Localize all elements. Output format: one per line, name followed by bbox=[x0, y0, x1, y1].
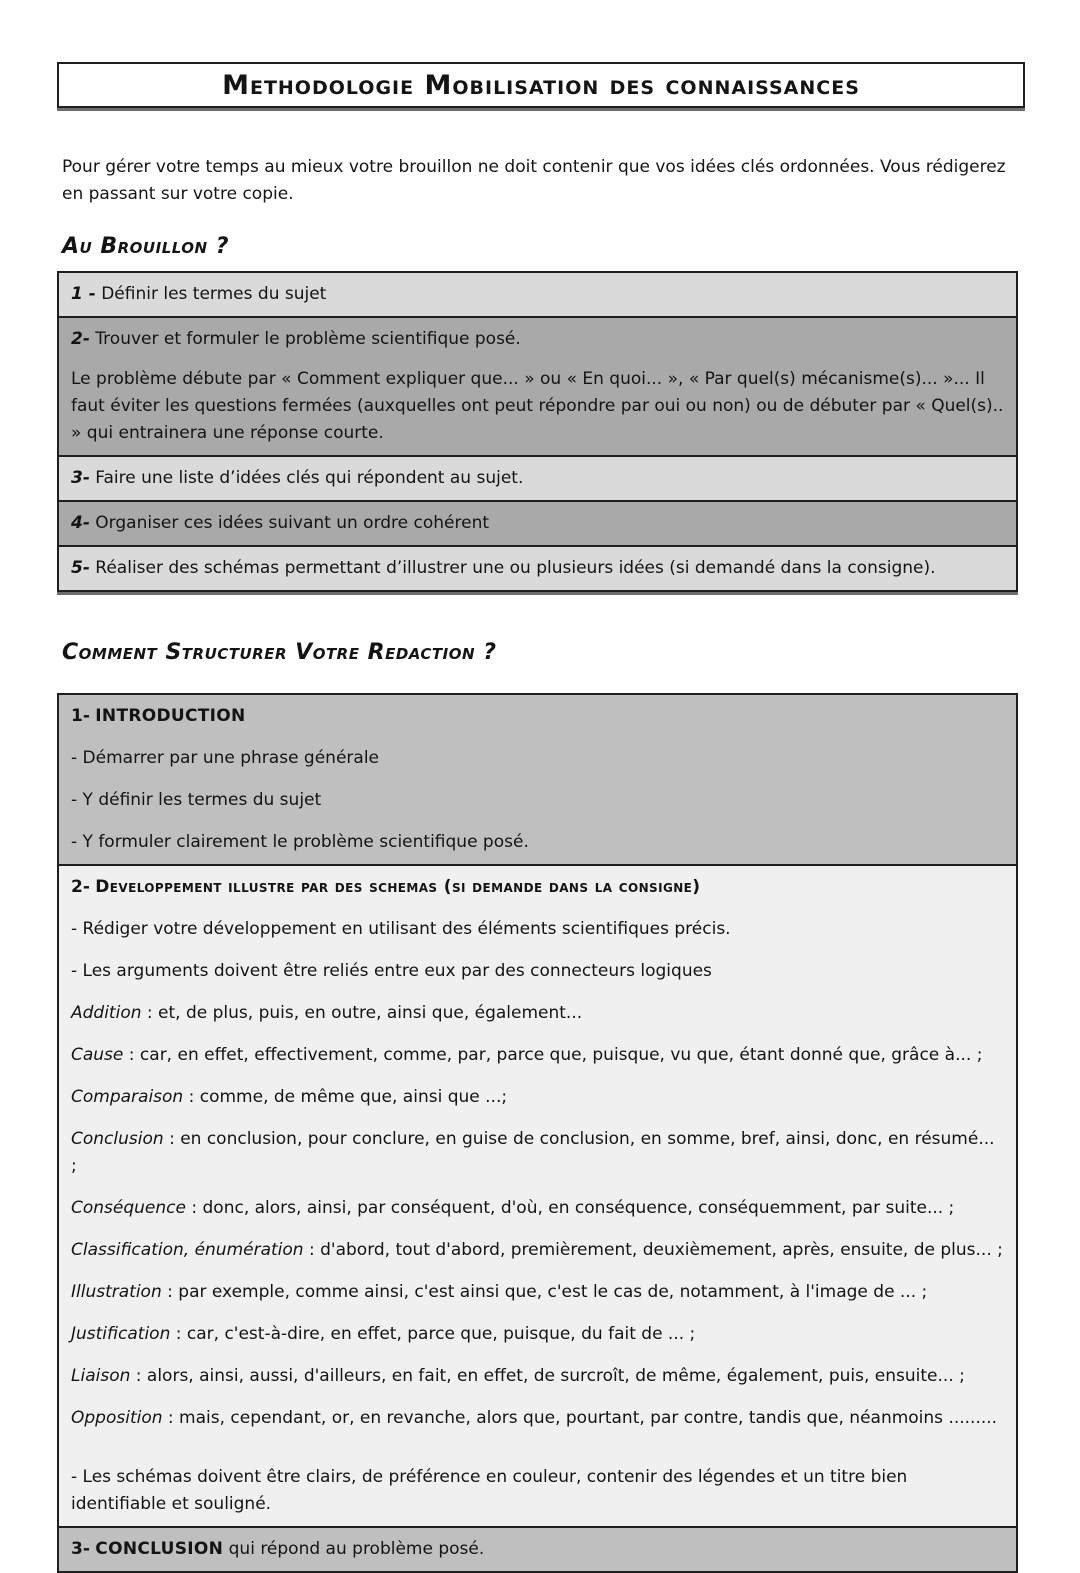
connector-text: : d'abord, tout d'abord, premièrement, deuxièmement, après, ensuite, de plus... ; bbox=[308, 1240, 1003, 1260]
connector-label: Conclusion bbox=[71, 1129, 164, 1149]
row-line bbox=[71, 510, 1004, 537]
block-header: CONCLUSION bbox=[95, 1539, 224, 1559]
row-text: Réaliser des schémas permettant d’illustrer une ou plusieurs idées (si demandé dans la consigne). bbox=[95, 558, 936, 578]
block-header-line bbox=[71, 1536, 1004, 1563]
row-detail: Le problème débute par « Comment expliquer que... » ou « En quoi... », « Par quel(s) mécanisme(s)... »... Il faut éviter les questions fermées (auxquelles ont peut répondre par oui ou non) ou de débuter par « Quel(s).. » qui entrainera une réponse courte. bbox=[71, 369, 1004, 443]
document-title-box bbox=[57, 62, 1025, 108]
connector-label: Illustration bbox=[71, 1282, 162, 1302]
connector-label: Comparaison bbox=[71, 1087, 184, 1107]
connector-text: : en conclusion, pour conclure, en guise de conclusion, en somme, bref, ainsi, donc, en résumé... ; bbox=[71, 1129, 995, 1176]
block-header-line bbox=[71, 874, 1004, 901]
connector-line bbox=[71, 1279, 1004, 1306]
introduction-item: - Y formuler clairement le problème scientifique posé. bbox=[71, 832, 529, 852]
brouillon-row-3 bbox=[59, 455, 1016, 500]
developpement-item: - Les arguments doivent être reliés entre eux par des connecteurs logiques bbox=[71, 961, 712, 981]
connector-line bbox=[71, 1000, 1004, 1027]
connector-label: Addition bbox=[71, 1003, 142, 1023]
connector-line bbox=[71, 1237, 1004, 1264]
row-number: 2- bbox=[71, 329, 90, 349]
connector-text: : car, c'est-à-dire, en effet, parce que, puisque, du fait de ... ; bbox=[175, 1324, 696, 1344]
connector-line bbox=[71, 1195, 1004, 1222]
brouillon-row-2 bbox=[59, 316, 1016, 455]
connector-line bbox=[71, 1405, 1004, 1432]
row-line bbox=[71, 465, 1004, 492]
block-header: INTRODUCTION bbox=[95, 706, 246, 726]
block-number: 3- bbox=[71, 1539, 90, 1559]
brouillon-row-1 bbox=[59, 273, 1016, 316]
structure-block-developpement bbox=[59, 864, 1016, 1526]
schemas-note: - Les schémas doivent être clairs, de préférence en couleur, contenir des légendes et un titre bien identifiable et souligné. bbox=[71, 1467, 908, 1514]
connector-label: Conséquence bbox=[71, 1198, 186, 1218]
connector-line bbox=[71, 1042, 1004, 1069]
block-number: 1- bbox=[71, 706, 90, 726]
row-number: 1 - bbox=[71, 284, 96, 304]
connector-label: Opposition bbox=[71, 1408, 163, 1428]
structure-block-conclusion bbox=[59, 1526, 1016, 1571]
connector-text: : car, en effet, effectivement, comme, par, parce que, puisque, vu que, étant donné que, grâce à... ; bbox=[128, 1045, 983, 1065]
connector-text: : et, de plus, puis, en outre, ainsi que, également... bbox=[146, 1003, 583, 1023]
block-number: 2- bbox=[71, 877, 90, 897]
connector-line bbox=[71, 1321, 1004, 1348]
row-text: Trouver et formuler le problème scientifique posé. bbox=[95, 329, 521, 349]
row-line bbox=[71, 281, 1004, 308]
table-au-brouillon bbox=[57, 271, 1018, 592]
row-line bbox=[71, 555, 1004, 582]
introduction-item: - Démarrer par une phrase générale bbox=[71, 748, 380, 768]
connector-text: : donc, alors, ainsi, par conséquent, d'où, en conséquence, conséquemment, par suite... ; bbox=[191, 1198, 955, 1218]
block-header: Developpement illustre par des schemas (si demande dans la consigne) bbox=[95, 877, 701, 897]
row-text: Organiser ces idées suivant un ordre cohérent bbox=[95, 513, 490, 533]
row-line bbox=[71, 326, 1004, 353]
connector-label: Justification bbox=[71, 1324, 171, 1344]
connector-text: : par exemple, comme ainsi, c'est ainsi que, c'est le cas de, notamment, à l'image de ... ; bbox=[167, 1282, 928, 1302]
brouillon-row-5 bbox=[59, 545, 1016, 590]
heading-au-brouillon: Au Brouillon ? bbox=[62, 234, 230, 259]
row-text: Définir les termes du sujet bbox=[101, 284, 327, 304]
brouillon-row-4 bbox=[59, 500, 1016, 545]
intro-paragraph: Pour gérer votre temps au mieux votre brouillon ne doit contenir que vos idées clés ordonnées. Vous rédigerez en passant sur votre copie. bbox=[62, 157, 1006, 204]
connector-text: : alors, ainsi, aussi, d'ailleurs, en fait, en effet, de surcroît, de même, également, puis, ensuite... ; bbox=[135, 1366, 965, 1386]
table-structure-redaction bbox=[57, 693, 1018, 1573]
row-number: 3- bbox=[71, 468, 90, 488]
connector-label: Liaison bbox=[71, 1366, 131, 1386]
connector-line bbox=[71, 1363, 1004, 1390]
row-text: Faire une liste d’idées clés qui répondent au sujet. bbox=[95, 468, 524, 488]
developpement-item: - Rédiger votre développement en utilisant des éléments scientifiques précis. bbox=[71, 919, 731, 939]
conclusion-text: qui répond au problème posé. bbox=[228, 1539, 485, 1559]
row-number: 5- bbox=[71, 558, 90, 578]
connector-line bbox=[71, 1126, 1004, 1180]
connector-text: : mais, cependant, or, en revanche, alors que, pourtant, par contre, tandis que, néanmoins ......... bbox=[167, 1408, 998, 1428]
heading-comment-structurer: Comment Structurer Votre Redaction ? bbox=[62, 640, 497, 665]
introduction-item: - Y définir les termes du sujet bbox=[71, 790, 322, 810]
structure-block-introduction bbox=[59, 695, 1016, 864]
connector-label: Classification, énumération bbox=[71, 1240, 304, 1260]
row-number: 4- bbox=[71, 513, 90, 533]
connector-label: Cause bbox=[71, 1045, 124, 1065]
connector-line bbox=[71, 1084, 1004, 1111]
document-title: Methodologie Mobilisation des connaissances bbox=[222, 69, 860, 101]
block-header-line bbox=[71, 703, 1004, 730]
connector-text: : comme, de même que, ainsi que ...; bbox=[188, 1087, 508, 1107]
